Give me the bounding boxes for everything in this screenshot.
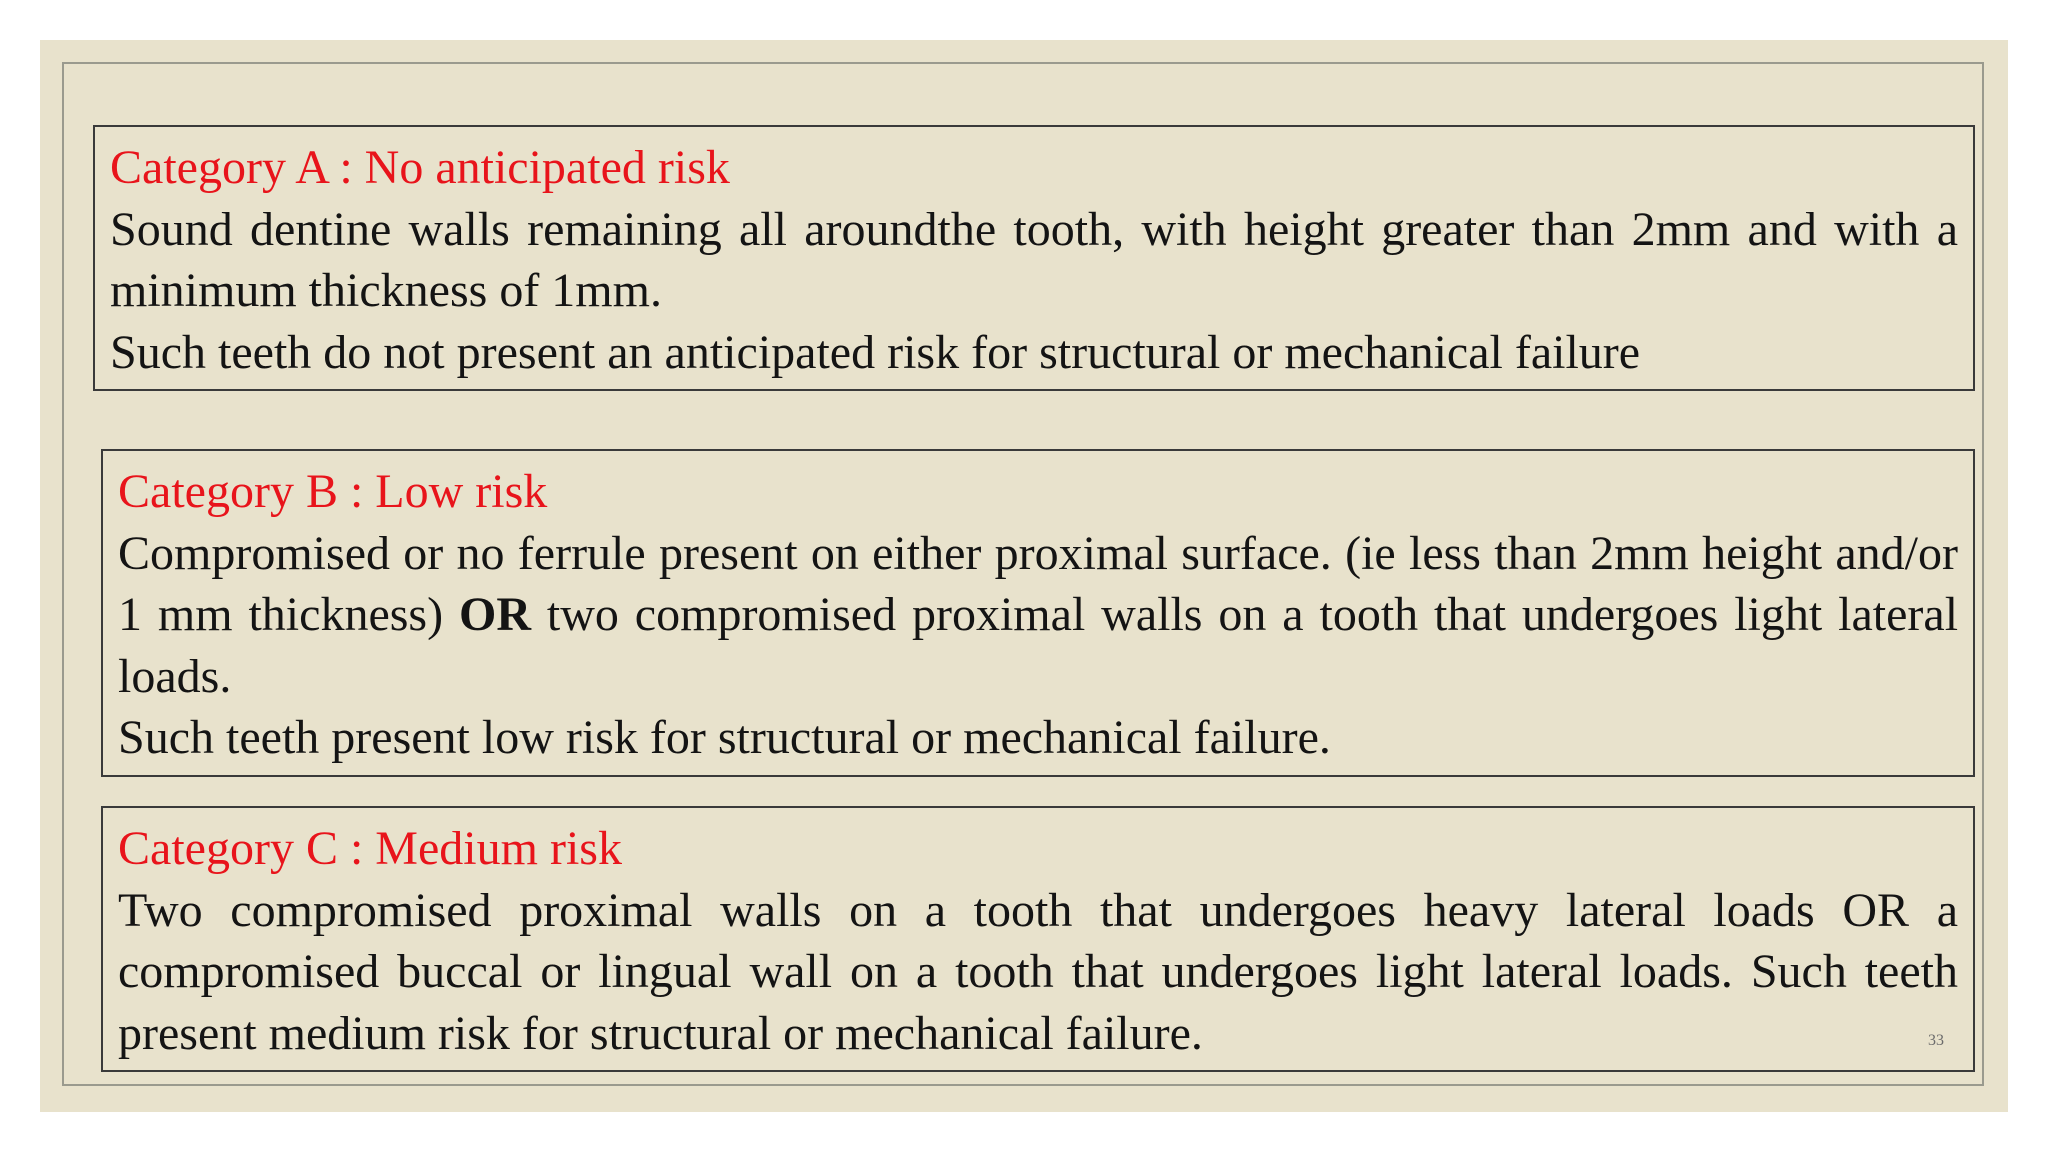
category-a-title: Category A : No anticipated risk (110, 141, 730, 194)
category-b-conclusion: Such teeth present low risk for structural or mechanical failure. (118, 711, 1331, 764)
category-b-description-part1: Compromised or no ferrule present on either proximal surface. (ie less than 2mm height and/or 1 mm thickness) (118, 526, 1958, 641)
category-c-title: Category C : Medium risk (118, 822, 622, 875)
category-a-description: Sound dentine walls remaining all aroundthe tooth, with height greater than 2mm and with a minimum thickness of 1mm. (110, 202, 1958, 317)
category-b-box (101, 449, 1975, 777)
category-a-box (93, 125, 1975, 391)
slide-frame (62, 62, 1984, 1086)
category-c-description: Two compromised proximal walls on a tooth that undergoes heavy lateral loads OR a compromised buccal or lingual wall on a tooth that undergoes light lateral loads. Such teeth present medium risk for structural or mechanical failure. (118, 883, 1958, 1060)
category-a-conclusion: Such teeth do not present an anticipated risk for structural or mechanical failure (110, 325, 1641, 379)
page-number: 33 (1928, 1032, 1944, 1049)
category-b-title: Category B : Low risk (118, 465, 548, 518)
slide (40, 40, 2008, 1112)
category-b-or-emphasis: OR (459, 588, 531, 641)
category-b-description-part2: two compromised proximal walls on a tooth that undergoes light lateral loads. (118, 588, 1959, 703)
category-c-box (101, 806, 1975, 1072)
category-b-description (118, 523, 1958, 708)
